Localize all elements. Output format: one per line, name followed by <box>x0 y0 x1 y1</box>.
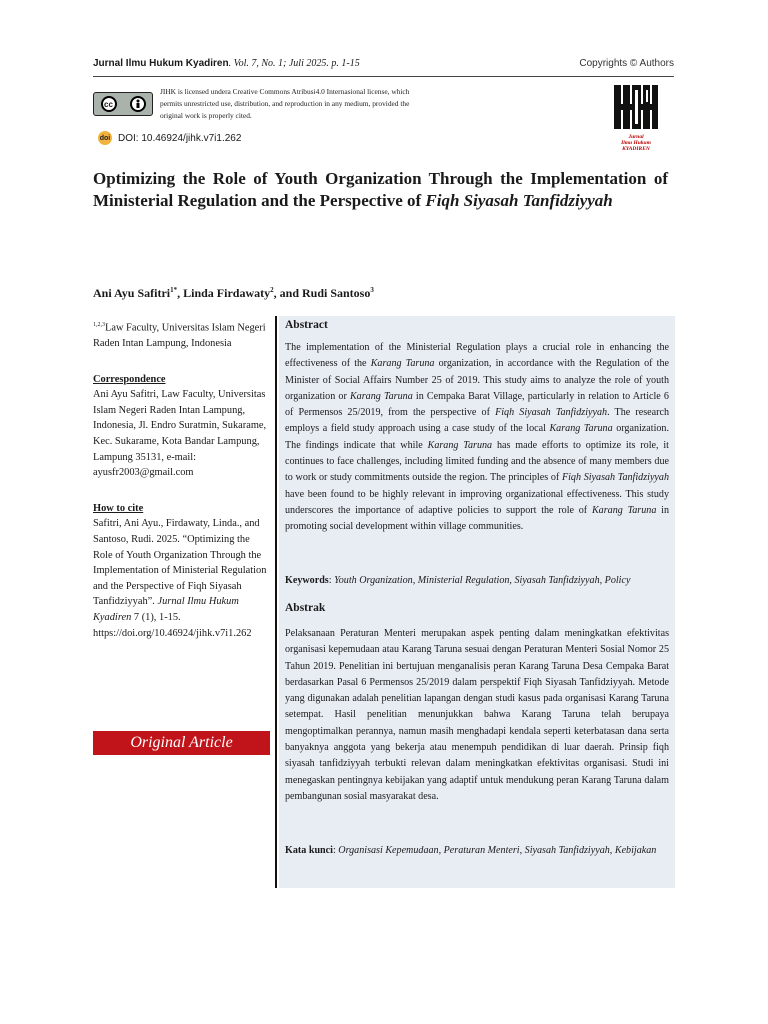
cc-icon: cc <box>101 96 117 112</box>
how-to-cite-heading: How to cite <box>93 502 144 514</box>
journal-name: Jurnal Ilmu Hukum Kyadiren <box>93 58 229 69</box>
journal-logo <box>611 82 661 160</box>
affiliation: $^{1,2,3}$Law Faculty, Universitas Islam Negeri Raden Intan Lampung, Indonesia <box>93 322 266 350</box>
keywords-english: Keywords: Youth Organization, Ministerial Regulation, Siyasah Tanfidziyyah, Policy <box>285 575 631 586</box>
logo-caption: Jurnal Ilmu Hukum KYADIREN <box>621 134 651 152</box>
sidebar-info <box>93 318 268 641</box>
citation-text[interactable]: Safitri, Ani Ayu., Firdawaty, Linda., and Santoso, Rudi. 2025. “Optimizing the Role of Youth Organization Through the Implementation of Ministerial Regulation and the Perspective of Fiqh Siyasah Tanfidziyyah”. Jurnal Ilmu Hukum Kyadiren 7 (1), 1-15. https://doi.org/10.46924/jihk.v7i1.262 <box>93 518 267 639</box>
running-header <box>93 58 674 74</box>
doi-icon: doi <box>98 131 112 145</box>
article-title: Optimizing the Role of Youth Organization Through the Implementation of Ministerial Regulation and the Perspective of Fiqh Siyasah Tanfidziyyah <box>93 169 668 210</box>
by-icon <box>130 96 146 112</box>
article-type-banner: Original Article <box>93 731 270 755</box>
correspondence-heading: Correspondence <box>93 373 166 385</box>
abstract-heading: Abstract <box>285 319 328 331</box>
keywords-indonesian: Kata kunci: Organisasi Kepemudaan, Peraturan Menteri, Siyasah Tanfidziyyah, Kebijakan <box>285 845 657 856</box>
header-rule <box>93 76 674 77</box>
column-divider <box>275 316 277 888</box>
abstract-english: The implementation of the Ministerial Regulation plays a crucial role in enhancing the effectiveness of the Karang Taruna organization, in accordance with the Regulation of the Minister of Social Affairs Number 25 of 2019. This study aims to analyze the role of youth organization or Karang Taruna in Cempaka Barat Village, particularly in relation to Article 6 of Permensos 25/2019, from the perspective of Fiqh Siyasah Tanfidziyyah. The research employs a field study approach using a case study of the local Karang Taruna organization. The findings indicate that while Karang Taruna has made efforts to optimize its role, it continues to face challenges, including limited funding and the absence of many members due to work or study commitments outside the region. The principles of Fiqh Siyasah Tanfidziyyah have been found to be highly relevant in improving organizational effectiveness. This study underscores the importance of adaptive policies to support the role of Karang Taruna in promoting social development within village communities. <box>285 342 670 533</box>
copyright-notice: Copyrights © Authors <box>579 58 674 69</box>
author-list: Ani Ayu Safitri$^{1*}$, Linda Firdawaty$^2$, and Rudi Santoso$^3$ <box>93 286 374 300</box>
doi-text[interactable]: DOI: 10.46924/jihk.v7i1.262 <box>118 132 242 144</box>
correspondence-text: Ani Ayu Safitri, Law Faculty, Universitas Islam Negeri Raden Intan Lampung, Indonesia, Jl. Endro Suratmin, Sukarame, Kec. Sukarame, Kota Bandar Lampung, Lampung 35131, e-mail: ayusfr2003@gmail.com <box>93 389 267 479</box>
cc-license-badge[interactable] <box>93 92 153 116</box>
volume-info: . Vol. 7, No. 1; Juli 2025. p. 1-15 <box>228 58 360 69</box>
abstrak-heading: Abstrak <box>285 602 326 614</box>
abstract-indonesian: Pelaksanaan Peraturan Menteri merupakan aspek penting dalam meningkatkan efektivitas organisasi kepemudaan atau Karang Taruna sesuai dengan Peraturan Menteri Sosial Nomor 25 Tahun 2019. Penelitian ini bertujuan menganalisis peran Karang Taruna Desa Cempaka Barat berdasarkan Pasal 6 Permensos 25/2019 dalam perspektif Fiqh Siyasah Tanfidziyyah. Metode yang digunakan adalah penelitian lapangan dengan studi kasus pada organisasi Karang Taruna setempat. Hasil penelitian menunjukkan bahwa Karang Taruna telah berupaya mengoptimalkan perannya, namun masih menghadapi kendala seperti keterbatasan dana serta banyaknya anggota yang bekerja atau menempuh pendidikan di luar daerah. Prinsip fiqh siyasah tanfidziyyah terbukti relevan dalam meningkatkan efektivitas organisasi. Studi ini menegaskan pentingnya kebijakan yang adaptif untuk mendukung peran Karang Taruna dalam pembangunan sosial masyarakat desa. <box>285 628 669 802</box>
doi-line[interactable] <box>98 131 241 145</box>
jihk-logo-icon <box>611 82 661 132</box>
license-text: JIHK is licensed undera Creative Commons Atribusi4.0 Internasional license, which permits unrestricted use, distribution, and reproduction in any medium, provided the original work is properly cited. <box>160 87 410 120</box>
